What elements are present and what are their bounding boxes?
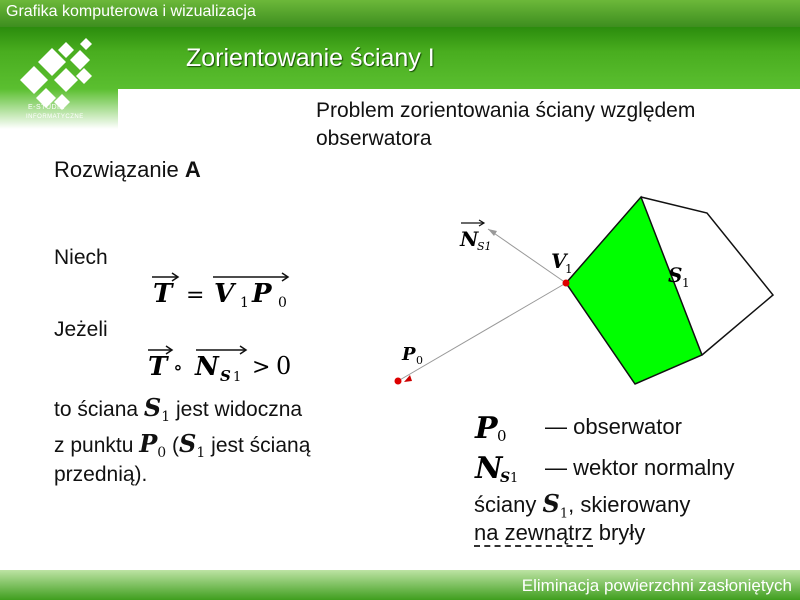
diagram-label-N: N <box>460 227 479 251</box>
formula2-zero: 0 <box>276 352 292 380</box>
formula2-gt: > <box>252 355 271 380</box>
formula1-V-sub: 1 <box>240 295 249 311</box>
formula-T-definition <box>152 273 288 311</box>
view-vector-arrowhead <box>404 375 412 382</box>
formula2-S-sub: 1 <box>233 370 242 385</box>
problem-statement: Problem zorientowania ściany względem obserwatora <box>316 99 696 150</box>
logo-text-informatyczne: INFORMATYCZNE <box>26 114 84 120</box>
formula1-eq: = <box>186 283 205 308</box>
formula-visibility-condition <box>148 346 291 385</box>
legend-symbols <box>474 411 518 486</box>
formula2-S: S <box>220 367 231 385</box>
paren-open: ( <box>172 434 180 457</box>
legend-N-S: S <box>500 470 511 486</box>
legend-P-sub: 0 <box>497 427 507 445</box>
przednia-line: przednią). <box>54 463 148 486</box>
legend-wall-S: S <box>542 489 560 518</box>
symbol-S2: S <box>179 429 197 458</box>
legend-wall-start: ściany <box>474 492 537 517</box>
diagram-label-V: V <box>551 249 567 273</box>
formula1-V: V <box>214 279 235 309</box>
point-V1 <box>563 280 570 287</box>
legend-solid: bryły <box>598 520 646 545</box>
diagram-label-N-sub: S1 <box>477 240 492 253</box>
legend-N-sub: 1 <box>510 471 519 486</box>
symbol-S2-sub: 1 <box>196 445 206 462</box>
formula2-N: N <box>195 352 219 382</box>
slide-title: Zorientowanie ściany I <box>186 44 435 72</box>
legend-outward-underlined: na zewnątrz <box>474 520 593 545</box>
point-P0 <box>395 378 402 385</box>
formula1-P: P <box>252 279 272 309</box>
legend-normal-vector: — wektor normalny <box>545 455 735 480</box>
diagram-label-P: P <box>402 344 416 365</box>
diagram-label-P-sub: 0 <box>416 354 423 367</box>
visible-face-S1 <box>566 197 702 384</box>
formula2-circ: ∘ <box>173 355 183 379</box>
solution-prefix: Rozwiązanie <box>54 157 179 182</box>
logo-text-estudia: E-STUDIA <box>28 104 65 111</box>
formula1-T: T <box>153 279 173 309</box>
footer-title: Eliminacja powierzchni zasłoniętych <box>521 576 792 595</box>
line2-end: jest ścianą <box>211 434 311 457</box>
symbol-P-sub: 0 <box>157 445 167 462</box>
formula1-P-sub: 0 <box>278 295 287 311</box>
normal-vector-arrowhead <box>488 229 497 236</box>
legend-wall-end: , skierowany <box>568 492 691 517</box>
legend-observer: — obserwator <box>545 414 682 439</box>
symbol-S: S <box>143 393 162 422</box>
legend-P-symbol: P <box>475 411 498 446</box>
diagram-label-S-sub: 1 <box>682 276 690 290</box>
diagram-label-S: S <box>668 263 683 287</box>
formula2-T: T <box>148 352 168 382</box>
symbol-S-sub: 1 <box>161 409 171 426</box>
line2-start: z punktu <box>54 434 134 457</box>
footer-bar <box>0 570 800 600</box>
legend-wall-direction <box>474 489 690 521</box>
view-vector-line <box>398 283 566 381</box>
legend-N-symbol: N <box>475 451 503 486</box>
legend-outward <box>474 520 645 546</box>
line1-end: jest widoczna <box>176 398 303 421</box>
legend-wall-S-sub: 1 <box>559 506 569 522</box>
jezeli-text: Jeżeli <box>54 318 108 341</box>
solution-letter: A <box>184 157 201 182</box>
diagram-label-V-sub: 1 <box>565 262 573 276</box>
line1-start: to ściana <box>54 398 139 421</box>
cube-diagram <box>395 197 774 385</box>
symbol-P: P <box>139 429 158 458</box>
niech-text: Niech <box>54 246 108 269</box>
course-title: Grafika komputerowa i wizualizacja <box>6 3 256 20</box>
